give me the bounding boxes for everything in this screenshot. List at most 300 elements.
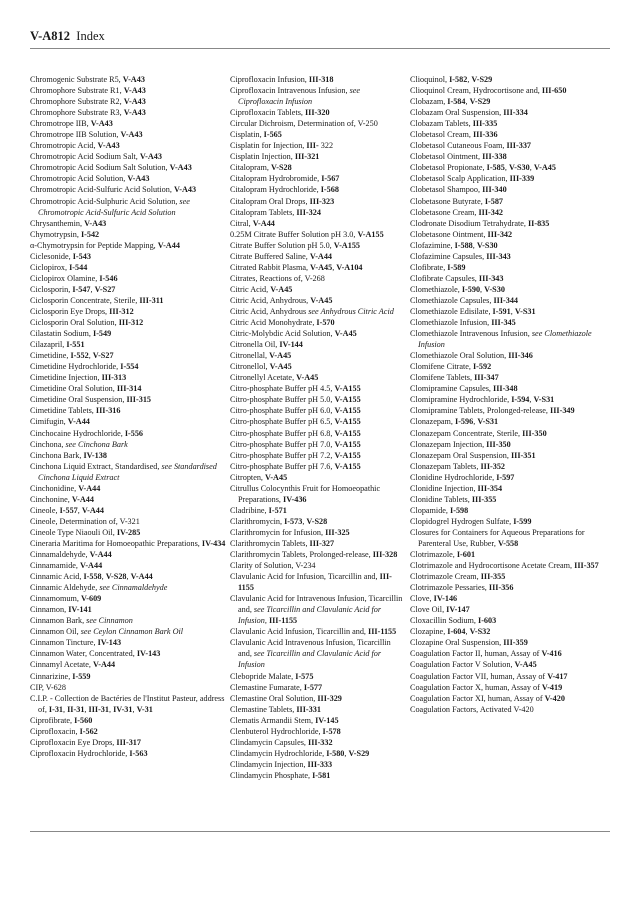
page-reference: V-A43 [123,97,146,107]
page-reference: III-325 [325,527,350,537]
entry-text: , [467,75,472,84]
index-entry [410,626,610,637]
see-reference: see Anhydrous Citric Acid [308,306,394,316]
index-entry [230,151,406,162]
entry-text: Clarithromycin for Infusion, [230,527,326,537]
entry-text: 322 [318,141,334,151]
index-entry [30,527,226,538]
page-reference: V-A44 [80,561,103,571]
see-reference: see Cinnamaldehyde [99,583,168,593]
page-reference: III-334 [503,108,528,118]
index-entry [230,682,406,693]
page-reference: I-597 [496,472,515,482]
entry-text: Coagulation Factor XI, human, Assay of [410,693,545,703]
entry-text: , [344,748,349,758]
entry-text: Citric Acid Monohydrate, [230,318,317,328]
entry-text: Cloxacillin Sodium, [410,616,479,626]
entry-text: Clavulanic Acid Infusion, Ticarcillin and, [230,627,369,637]
entry-text: Cimetidine Hydrochloride, [30,362,121,372]
entry-text: Cimetidine, [30,351,71,361]
entry-text: Cinnamomum, [30,594,81,604]
index-entry [30,361,226,372]
page-reference: I-604 [447,627,466,637]
page-reference: V-S29 [471,75,493,84]
entry-text: Clopamide, [410,505,451,515]
index-entry [230,118,406,129]
entry-text: Citro-phosphate Buffer pH 5.0, [230,395,335,405]
page-reference: III-339 [509,174,535,184]
page-reference: I-598 [450,505,469,515]
entry-text: Citronellol, [230,362,270,372]
entry-text: Citro-phosphate Buffer pH 6.8, [230,428,335,438]
page-reference: III-348 [493,384,518,394]
page-reference: III-359 [503,638,528,648]
index-entry [410,483,610,494]
entry-text: Cinnamaldehyde, [30,550,90,560]
entry-text: Clindamycin Phosphate, [230,770,313,780]
page-reference: V-A155 [334,450,361,460]
page-reference: I-582 [449,75,468,84]
page-reference: III-327 [309,538,335,548]
page-reference: V-A44 [130,572,153,582]
page-reference: II-31 [67,704,85,714]
entry-text: Cineole, [30,505,60,515]
entry-text: Clarithromycin, [230,516,285,526]
entry-text: Ciprofloxacin Hydrochloride, [30,748,130,758]
index-entry [30,637,226,648]
index-entry [230,394,406,405]
index-entry [230,162,406,173]
index-entry [410,151,610,162]
page-title: Index [76,29,105,43]
page-reference: I-590 [461,284,481,294]
index-entry [30,251,226,262]
page-reference: V-609 [80,594,102,604]
entry-text: , [77,505,82,515]
page-reference: V-A43 [123,86,146,96]
index-entry [230,85,406,107]
entry-text: Cinchocaine Hydrochloride, [30,428,125,438]
page-reference: V-A43 [90,119,113,129]
entry-text: Clemastine Fumarate, [230,682,304,692]
entry-text: Cinnarizine, [30,671,73,681]
index-entry [410,207,610,218]
entry-text: Clobetasone Ointment, [410,229,488,239]
page-reference: I-578 [322,726,341,736]
index-entry [30,317,226,328]
page-reference: I-585 [486,163,505,173]
see-reference: see Chromotropic Acid-Sulfuric Acid Solution [38,196,190,217]
index-entry [410,328,610,350]
index-entry [410,184,610,195]
page-reference: III-354 [477,483,503,493]
index-entry [410,196,610,207]
entry-text: 0.25M Citrate Buffer Solution pH 3.0, [230,229,358,239]
entry-text: Cisplatin Injection, [230,152,295,162]
page-reference: V-A45 [533,163,556,173]
entry-text: Citro-phosphate Buffer pH 4.5, [230,384,335,394]
entry-text: Clomipramine Tablets, Prolonged-release, [410,406,551,416]
entry-text: Clobazam, [410,97,448,107]
page-reference: I-591 [492,306,511,316]
page-reference: I-563 [129,748,148,758]
entry-text: Clioquinol Cream, Hydrocortisone and, [410,86,542,96]
index-entry [410,129,610,140]
entry-text: Citronellyl Acetate, [230,373,297,383]
entry-text: Clomethiazole Oral Solution, [410,351,509,361]
entry-text: Clofibrate, [410,262,448,272]
index-entry [410,693,610,704]
index-entry [30,671,226,682]
index-entry [410,604,610,615]
entry-text: Cinchona Liquid Extract, Standardised, [30,461,162,471]
index-entry [30,549,226,560]
entry-text: Clemastine Oral Solution, [230,693,318,703]
header-rule [30,48,610,49]
page-reference: III-351 [510,450,536,460]
index-entry [230,626,406,637]
page-reference: III-1155 [368,627,397,637]
index-entry [30,240,226,251]
entry-text: , [264,616,269,626]
index-entry [30,461,226,483]
page-reference: III-355 [471,494,497,504]
see-reference: see Ceylon Cinnamon Bark Oil [80,627,184,637]
entry-text: , [504,163,509,173]
page-reference: III-347 [474,373,499,383]
index-entry [230,505,406,516]
entry-text: Clodronate Disodium Tetrahydrate, [410,218,528,228]
index-entry [410,383,610,394]
index-entry [410,439,610,450]
index-entry [30,505,226,516]
entry-text: Citrated Rabbit Plasma, [230,262,311,272]
entry-text: Clonidine Tablets, [410,494,472,504]
index-entry [230,560,406,571]
entry-text: Clobetasol Propionate, [410,163,487,173]
page-reference: I-568 [320,185,339,195]
entry-text: , [88,351,93,361]
see-reference: see Cinchona Bark [65,439,128,449]
page-reference: III-315 [126,395,152,405]
page-reference: III-349 [550,406,575,416]
entry-text: Citrates, Reactions of, V-268 [230,273,325,283]
entry-text: Cinnamon, [30,605,69,615]
entry-text: Clobetasol Ointment, [410,152,483,162]
index-entry [230,107,406,118]
index-entry [410,240,610,251]
entry-text: Citalopram, [230,163,271,173]
entry-text: , [84,704,89,714]
index-entry [30,693,226,715]
page-reference: V-A44 [78,483,101,493]
entry-text: Chromotropic Acid-Sulphuric Acid Solution, [30,196,180,206]
index-entry [30,218,226,229]
index-entry [230,637,406,670]
index-entry [30,615,226,626]
index-entry [230,483,406,505]
page-reference: II-835 [527,218,550,228]
page-reference: V-A104 [336,262,363,272]
entry-text: Cilastatin Sodium, [30,329,94,339]
page-reference: I-558 [83,572,102,582]
index-entry [410,394,610,405]
index-entry [410,405,610,416]
page-reference: III-342 [478,207,504,217]
index-entry [410,262,610,273]
index-entry [30,74,226,85]
page-reference: III-1155 [268,616,298,626]
page-reference: V-A45 [269,362,292,372]
entry-text: Chromotrope IIB, [30,119,91,129]
entry-text: Ciclesonide, [30,251,73,261]
index-entry [410,582,610,593]
entry-text: Clavulanic Acid for Infusion, Ticarcillin and, [230,572,380,582]
entry-text: CIP, V-628 [30,682,66,692]
page-reference: V-A45 [514,660,537,670]
entry-text: Cinchona, [30,439,66,449]
index-entry [230,140,406,151]
page-reference: I-31 [48,704,64,714]
page-reference: V-417 [547,671,568,681]
page-reference: V-558 [497,538,519,548]
entry-text: , [90,284,95,294]
page-reference: I-581 [312,770,331,780]
entry-text: Chromotropic Acid Sodium Salt Solution, [30,163,170,173]
page-reference: I-570 [316,318,335,328]
entry-text: Cinnamyl Acetate, [30,660,93,670]
entry-text: Clonidine Hydrochloride, [410,472,497,482]
page-reference: IV-141 [68,605,92,615]
see-reference: see Clomethiazole Infusion [418,329,592,350]
page-reference: V-S31 [533,395,555,405]
page-reference: I-565 [263,130,282,140]
entry-text: Clindamycin Capsules, [230,737,309,747]
index-entry [230,726,406,737]
index-entry [30,350,226,361]
page-reference: I-554 [120,362,139,372]
entry-text: , [302,516,307,526]
index-entry [30,107,226,118]
index-entry [30,140,226,151]
page-reference: IV-285 [116,527,141,537]
index-entry [230,372,406,383]
index-entry [230,383,406,394]
index-entry [30,184,226,195]
index-entry [30,582,226,593]
page-reference: I-599 [513,516,532,526]
page-reference: III-316 [95,406,121,416]
index-entry [30,593,226,604]
entry-text: Clobetasol Shampoo, [410,185,483,195]
index-entry [230,693,406,704]
entry-text: Ciclosporin Oral Solution, [30,318,119,328]
entry-text: α-Chymotrypsin for Peptide Mapping, [30,240,158,250]
page-reference: III-352 [480,461,506,471]
page-reference: I-594 [511,395,530,405]
entry-text: Clozapine, [410,627,448,637]
index-entry [30,151,226,162]
page-reference: V-A44 [92,660,116,670]
page-reference: I-559 [72,671,91,681]
entry-text: Clavulanic Acid for Intravenous Infusion, Ticarcillin and, [230,594,403,615]
entry-text: C.I.P. - Collection de Bactéries de l'Institut Pasteur, address of, [30,693,225,714]
page-reference: I-543 [72,251,91,261]
index-entry [30,737,226,748]
page-reference: III-335 [472,119,498,129]
page-reference: III-343 [478,273,504,283]
entry-text: Ciclosporin Eye Drops, [30,306,110,316]
page-reference: V-A44 [89,550,112,560]
entry-text: Citalopram Oral Drops, [230,196,310,206]
entry-text: Cineraria Maritima for Homoeopathic Preparations, [30,538,202,548]
entry-text: Clioquinol, [410,75,450,84]
index-entry [230,173,406,184]
entry-text: Ciclopirox Olamine, [30,273,100,283]
page-reference: III- [306,141,319,151]
see-reference: see Cinnamon [86,616,133,626]
entry-text: Clomethiazole Edisilate, [410,306,493,316]
page-reference: V-416 [541,649,562,659]
index-column-2 [230,74,406,781]
page-reference: IV-147 [446,605,470,615]
page-reference: V-A44 [71,494,94,504]
index-entry [30,372,226,383]
entry-text: Citro-phosphate Buffer pH 6.0, [230,406,335,416]
entry-text: Clotrimazole and Hydrocortisone Acetate Cream, [410,561,575,571]
index-entry [30,659,226,670]
index-entry [230,218,406,229]
entry-text: , [529,395,534,405]
entry-text: Cimifugin, [30,417,68,427]
entry-text: Clonazepam Concentrate, Sterile, [410,428,523,438]
page-reference: V-A43 [97,141,120,151]
page-reference: I-596 [455,417,474,427]
entry-text: Clarithromycin Tablets, [230,538,310,548]
entry-text: Citronellal, [230,351,270,361]
page-reference: III-345 [491,318,516,328]
page-reference: V-A155 [334,428,361,438]
entry-text: , [332,262,337,272]
entry-text: Cimetidine Tablets, [30,406,96,416]
page-reference: III-350 [522,428,547,438]
index-entry [30,682,226,693]
see-reference: see Standardised Cinchona Liquid Extract [38,461,217,482]
page-reference: I-571 [268,505,287,515]
page-reference: V-A44 [157,240,180,250]
entry-text: Clarity of Solution, V-234 [230,561,316,571]
entry-text: Clofazimine, [410,240,455,250]
entry-text: Cinnamon Tincture, [30,638,98,648]
entry-text: Clofazimine Capsules, [410,251,487,261]
page-reference: V-S31 [514,306,536,316]
page-reference: IV-434 [201,538,226,548]
entry-text: Clomethiazole Capsules, [410,295,494,305]
entry-text: Clemastine Tablets, [230,704,297,714]
entry-text: , [529,163,534,173]
index-entry [230,472,406,483]
entry-text: Chromogenic Substrate R5, [30,75,123,84]
page-reference: I-556 [124,428,144,438]
page-reference: V-A155 [334,461,361,471]
index-entry [30,648,226,659]
index-entry [410,461,610,472]
page-reference: III-344 [493,295,519,305]
page-reference: I-562 [79,726,98,736]
entry-text: Ciprofloxacin Infusion, [230,75,309,84]
entry-text: Clindamycin Hydrochloride, [230,748,327,758]
page-reference: IV-138 [83,450,107,460]
index-entry [30,604,226,615]
page-reference: I-575 [295,671,314,681]
index-entry [410,273,610,284]
index-entry [30,162,226,173]
page-reference: V-A45 [265,472,288,482]
page-reference: III-650 [541,86,567,96]
index-entry [230,262,406,273]
entry-text: Citro-phosphate Buffer pH 7.0, [230,439,335,449]
entry-text: Ciclosporin, [30,284,73,294]
index-entry [410,494,610,505]
index-entry [230,240,406,251]
index-entry [230,295,406,306]
entry-text: Clonazepam, [410,417,456,427]
entry-text: Chromotropic Acid Sodium Salt, [30,152,140,162]
entry-text: Chromotropic Acid Solution, [30,174,128,184]
page-reference: V-S30 [508,163,530,173]
index-entry [230,538,406,549]
entry-text: Clobetasol Scalp Application, [410,174,510,184]
see-reference: see Ticarcillin and Clavulanic Acid for Infusion [238,605,382,626]
page-reference: III-314 [116,384,142,394]
index-entry [30,196,226,218]
index-entry [410,549,610,560]
entry-text: Clobetasol Cutaneous Foam, [410,141,507,151]
index-entry [410,704,610,715]
index-entry [410,107,610,118]
entry-text: Cinchonine, [30,494,72,504]
page-reference: IV-31 [113,704,133,714]
entry-text: Clonidine Injection, [410,483,478,493]
entry-text: Citalopram Tablets, [230,207,297,217]
index-entry [410,173,610,184]
entry-text: Chromophore Substrate R2, [30,97,124,107]
page-reference: III-350 [486,439,511,449]
entry-text: Coagulation Factor X, human, Assay of [410,682,542,692]
page-reference: III-329 [317,693,342,703]
entry-text: Clomethiazole Infusion, [410,318,492,328]
page-reference: III-312 [109,306,134,316]
entry-text: Clove Oil, [410,605,447,615]
index-entry [230,439,406,450]
entry-text: Chymotrypsin, [30,229,81,239]
index-entry [410,450,610,461]
entry-text: Cladribine, [230,505,269,515]
entry-text: Chromotropic Acid, [30,141,98,151]
index-entry [230,770,406,781]
index-entry [410,527,610,549]
index-entry [410,560,610,571]
page-reference: III-333 [307,759,333,769]
index-entry [410,361,610,372]
entry-text: , [465,97,470,107]
page-reference: V-A45 [310,295,333,305]
page-reference: V-A44 [67,417,90,427]
index-entry [30,516,226,527]
entry-text: Clonazepam Oral Suspension, [410,450,511,460]
page-reference: III-323 [309,196,335,206]
entry-text: Citrate Buffered Saline, [230,251,310,261]
